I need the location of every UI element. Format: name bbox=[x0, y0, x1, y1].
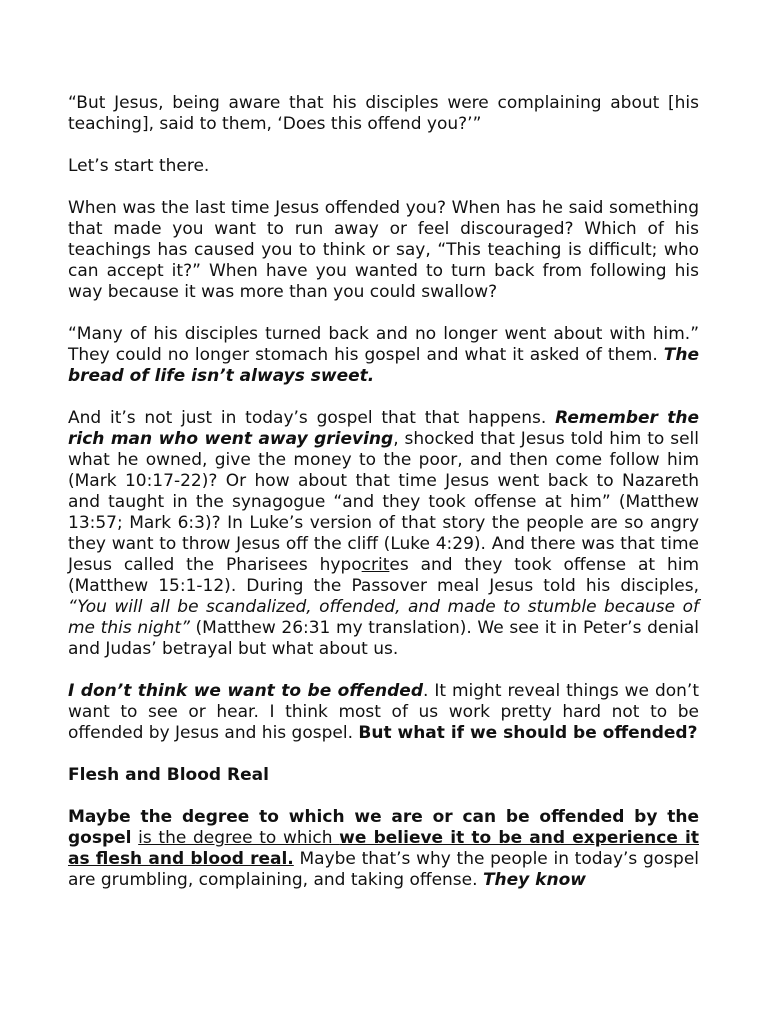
italic-quote: “You will all be scandalized, offended, and made to stumble because of me this night” bbox=[68, 597, 699, 638]
paragraph-question: When was the last time Jesus offended you? When has he said something that made you want to run away or feel discouraged? Which of his teachings has caused you to think or say, “This teaching is difficult; who can accept it?” When have you wanted to turn back from following his way because it was more than you could swallow? bbox=[68, 198, 699, 302]
paragraph-examples bbox=[68, 408, 699, 660]
paragraph-text: . It might reveal things we don’t want to see or hear. I think most of us work pretty hard not to be offended by Jesus and his gospel. bbox=[68, 681, 699, 743]
underlined-text: crit bbox=[361, 555, 390, 575]
paragraph-start: Let’s start there. bbox=[68, 156, 210, 176]
paragraph-flesh-blood bbox=[68, 807, 699, 891]
paragraph-text: (Matthew 26:31 my translation). We see it in Peter’s denial and Judas’ betrayal but what about us. bbox=[68, 618, 699, 659]
paragraph-text: “Many of his disciples turned back and no longer went about with him.” They could no longer stomach his gospel and what it asked of them. bbox=[68, 324, 699, 365]
paragraph-text: es and they took offense at him (Matthew 15:1-12). During the Passover meal Jesus told his disciples, bbox=[68, 555, 700, 596]
paragraph-text: And it’s not just in today’s gospel that that happens. bbox=[68, 408, 556, 428]
paragraph-disciples bbox=[68, 324, 699, 387]
paragraph-quote: “But Jesus, being aware that his disciples were complaining about [his teaching], said to them, ‘Does this offend you?’” bbox=[68, 93, 699, 134]
emphasis-text: Remember the rich man who went away grieving bbox=[68, 408, 699, 449]
bold-text: But what if we should be offended? bbox=[358, 723, 698, 743]
paragraph-text: Maybe that’s why the people in today’s gospel are grumbling, complaining, and taking offense. bbox=[68, 849, 699, 890]
paragraph-offended bbox=[68, 681, 699, 744]
section-heading: Flesh and Blood Real bbox=[68, 765, 269, 785]
bold-text: Maybe the degree to which we are or can be offended by the gospel bbox=[68, 807, 699, 848]
underlined-text: is the degree to which bbox=[138, 828, 340, 848]
emphasis-text: I don’t think we want to be offended bbox=[68, 681, 424, 701]
paragraph-text: , shocked that Jesus told him to sell what he owned, give the money to the poor, and then come follow him (Mark 10:17-22)? Or how about that time Jesus went back to Nazareth and taught in the synagogue “and they took offense at him” (Matthew 13:57; Mark 6:3)? In Luke’s version of that story the people are so angry they want to throw Jesus off the cliff (Luke 4:29). And there was that time Jesus called the Pharisees hypo bbox=[68, 429, 699, 575]
document-body bbox=[68, 93, 699, 912]
emphasis-text: They know bbox=[482, 870, 586, 890]
emphasis-text: The bread of life isn’t always sweet. bbox=[68, 345, 699, 386]
bold-underlined-text: we believe it to be and experience it as flesh and blood real. bbox=[68, 828, 699, 869]
